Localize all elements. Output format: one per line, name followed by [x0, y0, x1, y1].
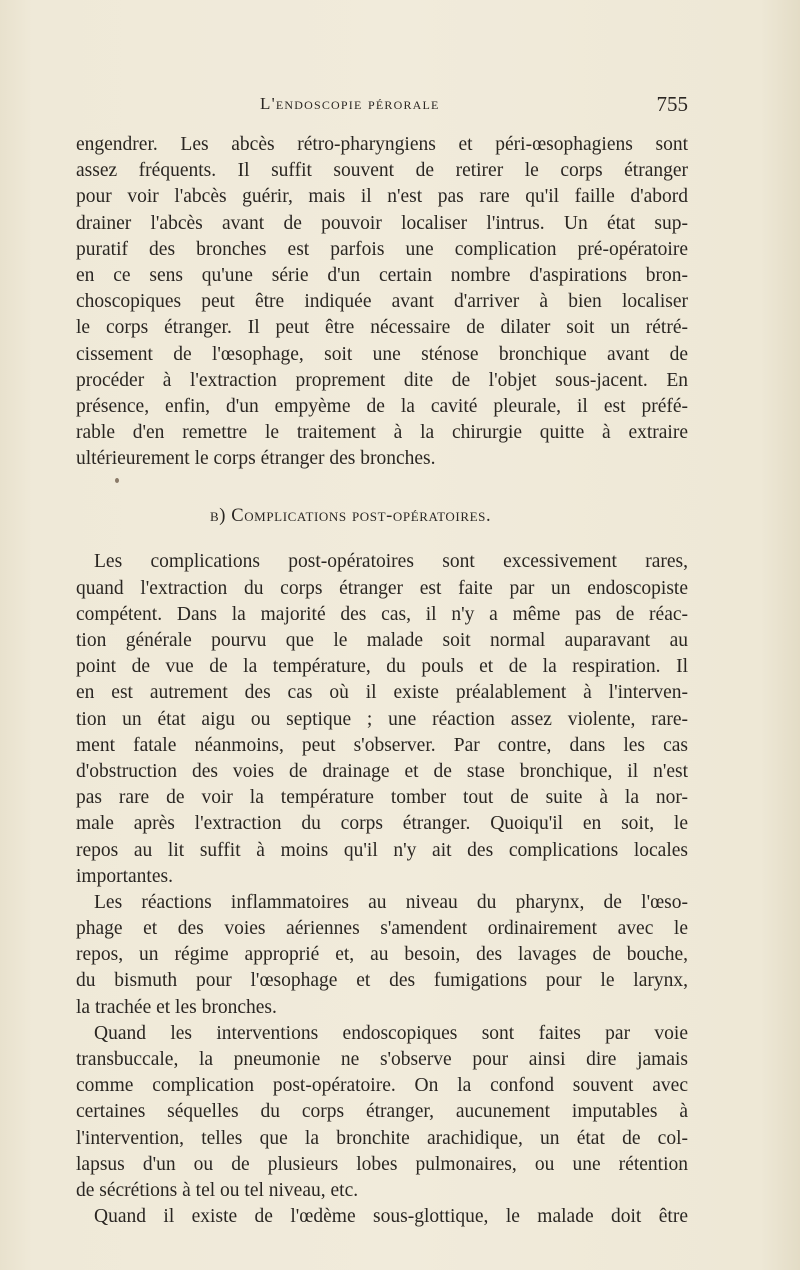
text-line: repos, un régime approprié et, au besoin, des lavages de bouche,	[76, 944, 688, 966]
text-line: comme complication post-opératoire. On la confond souvent avec	[76, 1075, 688, 1097]
text-line: pas rare de voir la température tomber tout de suite à la nor-	[76, 787, 688, 809]
paragraph-4	[76, 1021, 688, 1204]
text-line: importantes.	[76, 865, 173, 887]
paragraph-5	[76, 1204, 688, 1230]
text-line: pour voir l'abcès guérir, mais il n'est pas rare qu'il faille d'abord	[76, 186, 688, 208]
body-text	[76, 132, 688, 1230]
text-line: Quand il existe de l'œdème sous-glottique, le malade doit être	[94, 1206, 688, 1228]
text-line: rable d'en remettre le traitement à la chirurgie quitte à extraire	[76, 422, 688, 444]
text-line: d'obstruction des voies de drainage et de stase bronchique, il n'est	[76, 760, 688, 782]
text-line: quand l'extraction du corps étranger est faite par un endoscopiste	[76, 577, 688, 599]
text-line: l'intervention, telles que la bronchite arachidique, un état de col-	[76, 1127, 688, 1149]
text-line: du bismuth pour l'œsophage et des fumigations pour le larynx,	[76, 970, 688, 992]
text-line: certaines séquelles du corps étranger, aucunement imputables à	[76, 1101, 688, 1123]
text-line: présence, enfin, d'un empyème de la cavité pleurale, il est préfé-	[76, 395, 688, 417]
text-line: phage et des voies aériennes s'amendent ordinairement avec le	[76, 918, 688, 940]
paragraph-3	[76, 890, 688, 1021]
text-line: compétent. Dans la majorité des cas, il n'y a même pas de réac-	[76, 603, 688, 625]
text-line: le corps étranger. Il peut être nécessaire de dilater soit un rétré-	[76, 317, 688, 339]
paragraph-1	[76, 132, 688, 472]
text-line: ultérieurement le corps étranger des bronches.	[76, 448, 436, 470]
text-line: engendrer. Les abcès rétro-pharyngiens et péri-œsophagiens sont	[76, 134, 688, 155]
text-line: point de vue de la température, du pouls et de la respiration. Il	[76, 656, 688, 678]
text-line: de sécrétions à tel ou tel niveau, etc.	[76, 1179, 359, 1201]
text-line: en est autrement des cas où il existe préalablement à l'interven-	[76, 682, 688, 704]
text-line: assez fréquents. Il suffit souvent de retirer le corps étranger	[76, 160, 688, 182]
running-title: L'endoscopie pérorale	[260, 94, 440, 113]
text-line: Les complications post-opératoires sont excessivement rares,	[94, 551, 688, 573]
page-number: 755	[656, 92, 688, 116]
text-line: tion un état aigu ou septique ; une réaction assez violente, rare-	[76, 708, 688, 730]
section-heading: b) Complications post-opératoires.	[210, 506, 492, 527]
text-line: la trachée et les bronches.	[76, 996, 277, 1018]
text-line: lapsus d'un ou de plusieurs lobes pulmonaires, ou une rétention	[76, 1153, 688, 1175]
text-line: repos au lit suffit à moins qu'il n'y ait des complications locales	[76, 839, 688, 861]
running-header	[76, 92, 688, 120]
text-line: transbuccale, la pneumonie ne s'observe pour ainsi dire jamais	[76, 1049, 688, 1070]
text-line: tion générale pourvu que le malade soit normal auparavant au	[76, 630, 688, 651]
text-line: ment fatale néanmoins, peut s'observer. Par contre, dans les cas	[76, 734, 688, 756]
paragraph-2	[76, 549, 688, 889]
text-line: drainer l'abcès avant de pouvoir localiser l'intrus. Un état sup-	[76, 212, 688, 234]
text-line: en ce sens qu'une série d'un certain nombre d'aspirations bron-	[76, 264, 688, 286]
text-line: procéder à l'extraction proprement dite de l'objet sous-jacent. En	[76, 369, 688, 391]
text-line: male après l'extraction du corps étranger. Quoiqu'il en soit, le	[76, 813, 688, 835]
text-line: Les réactions inflammatoires au niveau du pharynx, de l'œso-	[94, 891, 688, 913]
text-line: choscopiques peut être indiquée avant d'arriver à bien localiser	[76, 291, 688, 313]
text-line: cissement de l'œsophage, soit une sténose bronchique avant de	[76, 343, 688, 365]
text-line: Quand les interventions endoscopiques sont faites par voie	[94, 1022, 688, 1044]
text-line: puratif des bronches est parfois une complication pré-opératoire	[76, 238, 688, 260]
